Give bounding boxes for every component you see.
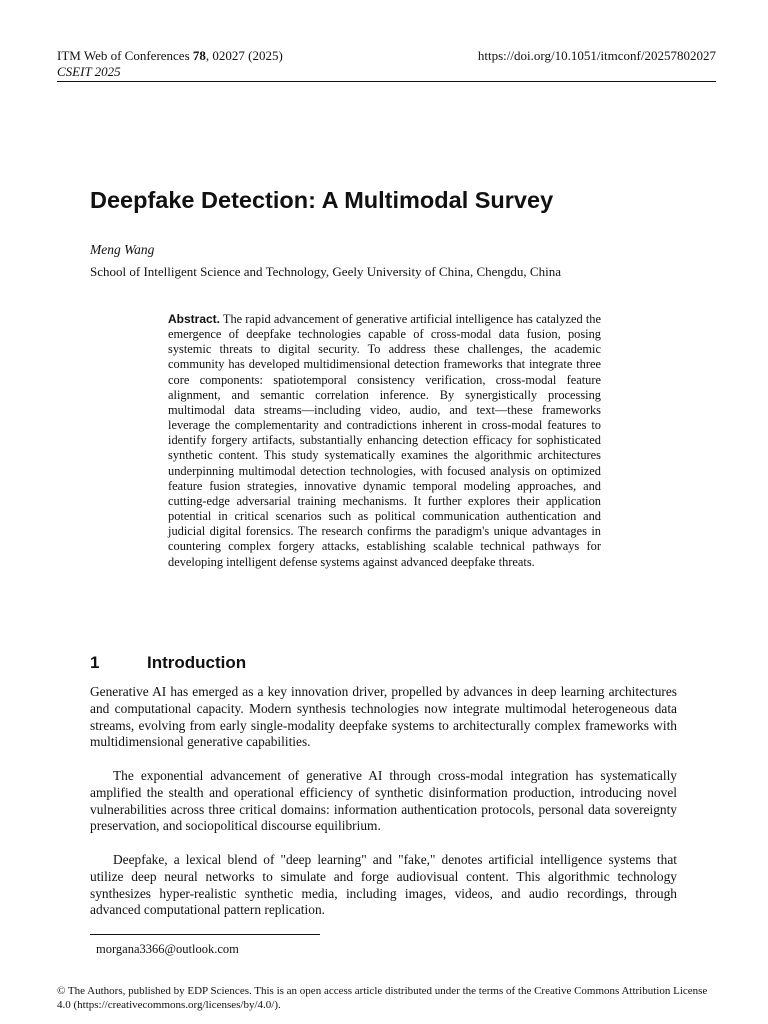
body-paragraph: The exponential advancement of generative AI through cross-modal integration has systematically amplified the stealth and operational efficiency of synthetic disinformation production, introducing novel vulnerabilities across three critical domains: information authentication protocols, personal data sovereignty preservation, and sociopolitical discourse equilibrium. bbox=[90, 768, 677, 834]
doi-link[interactable]: https://doi.org/10.1051/itmconf/20257802027 bbox=[477, 48, 716, 63]
body-paragraph: Deepfake, a lexical blend of "deep learning" and "fake," denotes artificial intelligence systems that utilize deep neural networks to simulate and forge audiovisual content. This algorithmic technology synthesizes hyper-realistic synthetic media, including images, videos, and audio recordings, through advanced computational pattern replication. bbox=[90, 852, 677, 918]
footnote-divider bbox=[90, 934, 320, 935]
conference-name: CSEIT 2025 bbox=[57, 64, 121, 79]
journal-volume: 78 bbox=[192, 48, 206, 63]
header-divider bbox=[57, 81, 716, 82]
author-affiliation: School of Intelligent Science and Technology, Geely University of China, Chengdu, China bbox=[90, 264, 561, 279]
body-paragraph: Generative AI has emerged as a key innovation driver, propelled by advances in deep learning architectures and computational capacity. Modern synthesis technologies now integrate multimodal heterogeneous data streams, evolving from early single-modality deepfake systems to architecturally complex frameworks with multidimensional generative capabilities. bbox=[90, 684, 677, 750]
license-footer: © The Authors, published by EDP Sciences. This is an open access article distributed under the terms of the Creative Commons Attribution License 4.0 (https://creativecommons.org/licenses/by/4.0/). bbox=[57, 985, 708, 1011]
abstract bbox=[168, 312, 601, 570]
author-email[interactable]: morgana3366@outlook.com bbox=[96, 942, 239, 956]
author-name: Meng Wang bbox=[90, 242, 155, 257]
paper-title: Deepfake Detection: A Multimodal Survey bbox=[90, 187, 554, 213]
section-number: 1 bbox=[90, 653, 100, 672]
abstract-label: Abstract. bbox=[168, 312, 221, 326]
journal-citation bbox=[57, 48, 283, 63]
abstract-text: The rapid advancement of generative artificial intelligence has catalyzed the emergence of deepfake technologies capable of cross-modal data fusion, posing systemic threats to digital security. To address these challenges, the academic community has developed multidimensional detection frameworks that integrate three core components: spatiotemporal consistency verification, cross-modal feature alignment, and semantic correlation inference. By synergistically processing multimodal data streams—including video, audio, and text—these frameworks leverage the complementarity and contradictions inherent in cross-modal features to identify forgery artifacts, substantially enhancing detection efficacy for sophisticated synthetic content. This study systematically examines the algorithmic architectures underpinning multimodal detection technologies, with focused analysis on optimized feature fusion strategies, innovative dynamic temporal modeling approaches, and cutting-edge adversarial training mechanisms. It further explores their application potential in critical scenarios such as political communication authentication and judicial digital forensics. The research confirms the paradigm's unique advantages in countering complex forgery attacks, establishing scalable technical pathways for developing intelligent defense systems against advanced deepfake threats. bbox=[168, 312, 601, 569]
journal-article-number: , 02027 (2025) bbox=[205, 48, 283, 63]
journal-name: ITM Web of Conferences bbox=[57, 48, 193, 63]
section-title: Introduction bbox=[147, 653, 247, 672]
